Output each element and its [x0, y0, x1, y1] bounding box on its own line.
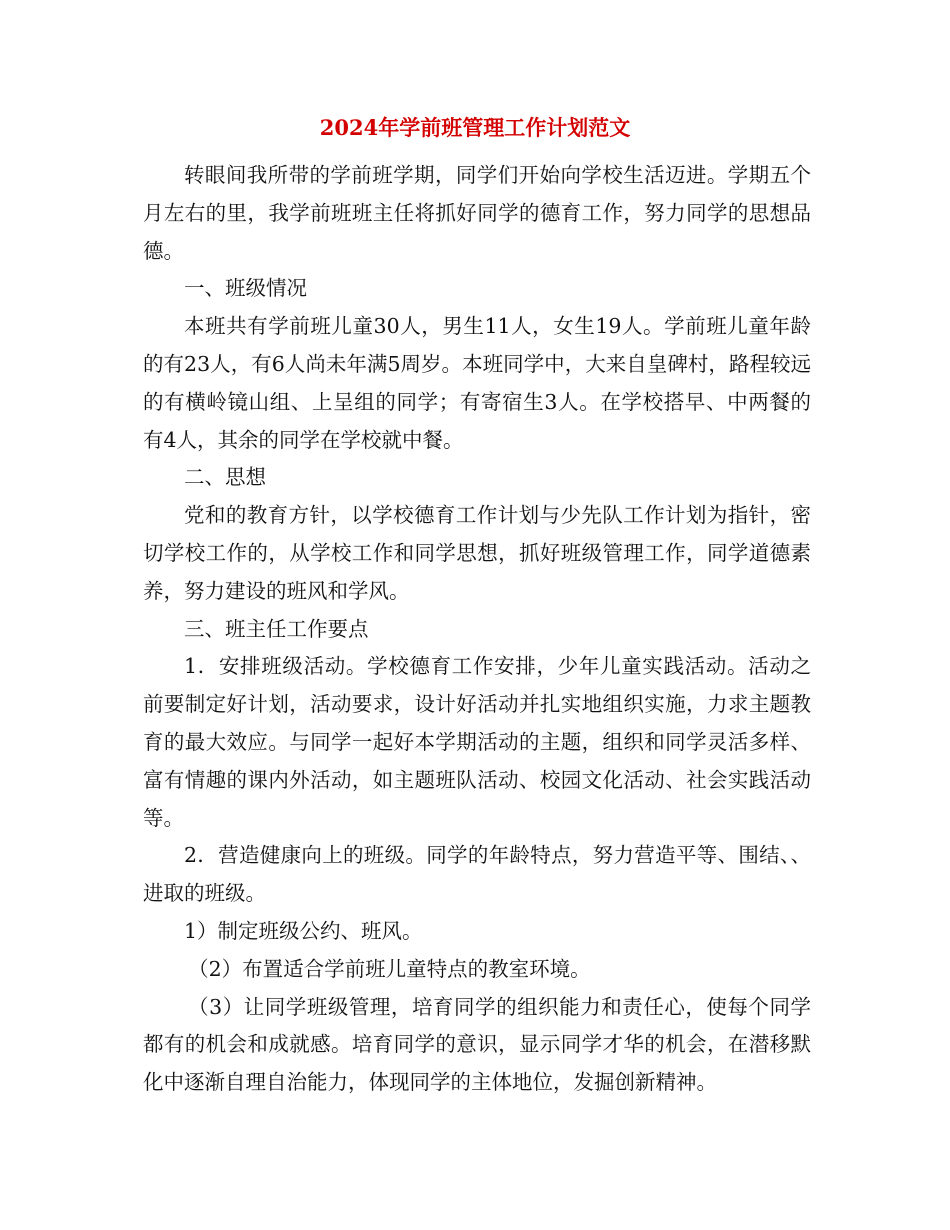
paragraph-sub-2: （2）布置适合学前班儿童特点的教室环境。 [188, 956, 591, 981]
document-title: 2024年学前班管理工作计划范文 [319, 115, 631, 140]
paragraph-class-situation: 本班共有学前班儿童30人，男生11人，女生19人。学前班儿童年龄的有23人，有6人尚未年满5周岁。本班同学中，大来自皇碑村，路程较远的有横岭镜山组、上呈组的同学；有寄宿生3人。在学校搭早、中两餐的有4人，其余的同学在学校就中餐。 [143, 314, 811, 452]
heading-thought: 二、思想 [184, 465, 266, 490]
paragraph-sub-1: 1）制定班级公约、班风。 [184, 918, 423, 943]
paragraph-sub-3: （3）让同学班级管理，培育同学的组织能力和责任心，使每个同学都有的机会和成就感。培育同学的意识，显示同学才华的机会，在潜移默化中逐渐自理自治能力，体现同学的主体地位，发掘创新精神。 [143, 994, 811, 1095]
document-body [143, 157, 811, 1102]
heading-work-points: 三、班主任工作要点 [184, 616, 369, 641]
paragraph-intro: 转眼间我所带的学前班学期，同学们开始向学校生活迈进。学期五个月左右的里，我学前班班主任将抓好同学的德育工作，努力同学的思想品德。 [143, 163, 811, 263]
paragraph-point-2: 2．营造健康向上的班级。同学的年龄特点，努力营造平等、围结、、进取的班级。 [143, 843, 811, 906]
paragraph-thought: 党和的教育方针，以学校德育工作计划与少先队工作计划为指针，密切学校工作的，从学校工作和同学思想，抓好班级管理工作，同学道德素养，努力建设的班风和学风。 [143, 503, 811, 603]
heading-class-situation: 一、班级情况 [184, 276, 307, 301]
paragraph-point-1: 1．安排班级活动。学校德育工作安排，少年儿童实践活动。活动之前要制定好计划，活动要求，设计好活动并扎实地组织实施，力求主题教育的最大效应。与同学一起好本学期活动的主题，组织和同学灵活多样、富有情趣的课内外活动，如主题班队活动、校园文化活动、社会实践活动等。 [143, 654, 811, 830]
